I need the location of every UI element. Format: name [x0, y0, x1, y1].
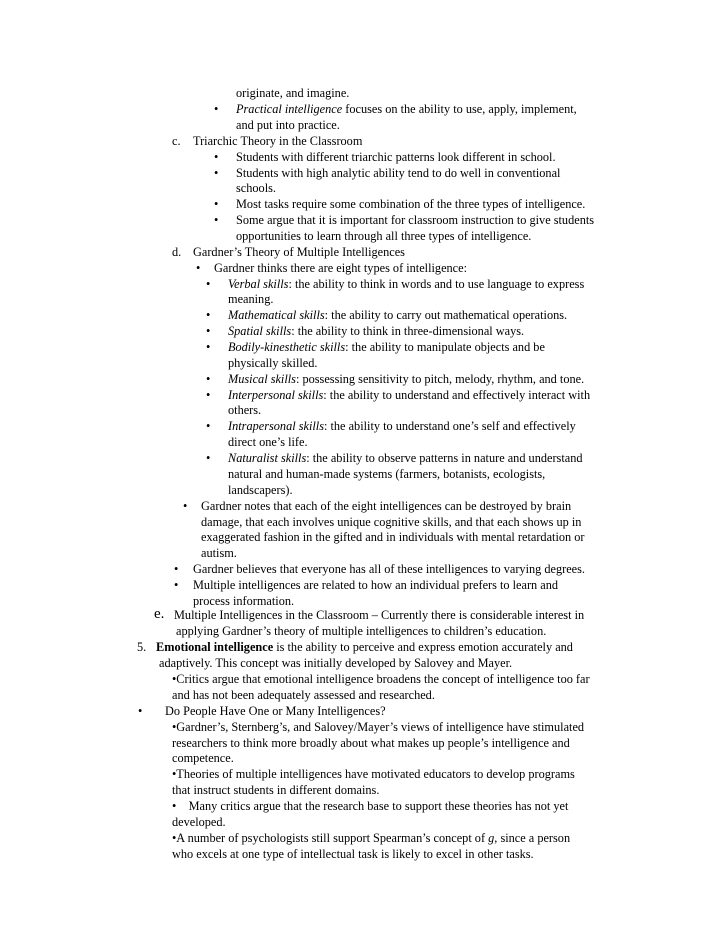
text-line: Gardner believes that everyone has all of these intelligences to varying degrees. [193, 562, 585, 576]
text-line [156, 640, 573, 656]
text-line [228, 308, 567, 324]
term-g: g [488, 831, 495, 845]
text-line: meaning. [228, 292, 274, 306]
text-line [228, 324, 524, 340]
text-span: : the ability to carry out mathematical operations. [324, 308, 568, 322]
text-line: schools. [236, 181, 276, 195]
text-line: Gardner notes that each of the eight intelligences can be destroyed by brain [201, 499, 572, 513]
term-practical: Practical intelligence [236, 102, 343, 116]
bullet-icon: • [214, 197, 219, 211]
text-line: who excels at one type of intellectual task is likely to excel in other tasks. [172, 847, 534, 861]
text-line [228, 388, 590, 404]
term-mathematical: Mathematical skills [228, 308, 325, 322]
text-line: Multiple Intelligences in the Classroom – Currently there is considerable interest in [174, 608, 585, 622]
bullet-icon: • [174, 562, 179, 576]
text-span: : the ability to think in words and to use language to express [288, 277, 585, 291]
text-span: •A number of psychologists still support Spearman’s concept of [172, 831, 489, 845]
term-interpersonal: Interpersonal skills [228, 388, 324, 402]
text-span: focuses on the ability to use, apply, implement, [342, 102, 577, 116]
text-line: Students with different triarchic patterns look different in school. [236, 150, 556, 164]
term-musical: Musical skills [228, 372, 296, 386]
text-line: process information. [193, 594, 295, 608]
text-line: Gardner thinks there are eight types of intelligence: [214, 261, 468, 275]
bullet-icon: • [183, 499, 188, 513]
text-line [172, 831, 570, 847]
text-line: others. [228, 403, 262, 417]
text-span: , since a person [494, 831, 571, 845]
section-d-title: Gardner’s Theory of Multiple Intelligences [193, 245, 405, 259]
text-line: •Gardner’s, Sternberg’s, and Salovey/Mayer’s views of intelligence have stimulated [172, 720, 585, 734]
bullet-icon: • [214, 102, 219, 116]
bullet-icon: • [206, 451, 211, 465]
section-c-marker: c. [172, 134, 181, 148]
section-c-title: Triarchic Theory in the Classroom [193, 134, 363, 148]
section-e-marker: e. [154, 606, 165, 622]
text-line: Multiple intelligences are related to how an individual prefers to learn and [193, 578, 559, 592]
text-line: researchers to think more broadly about what makes up people’s intelligence and [172, 736, 570, 750]
bullet-icon: • [214, 166, 219, 180]
text-span: : the ability to think in three-dimensional ways. [291, 324, 525, 338]
text-line: damage, that each involves unique cognitive skills, and that each shows up in [201, 515, 582, 529]
bullet-icon: • [206, 308, 211, 322]
text-span: : the ability to understand and effectively interact with [323, 388, 591, 402]
text-line: •Critics argue that emotional intelligence broadens the concept of intelligence too far [172, 672, 590, 686]
bullet-icon: • [214, 150, 219, 164]
bullet-icon: • [174, 578, 179, 592]
text-line: autism. [201, 546, 237, 560]
text-line: •Theories of multiple intelligences have motivated educators to develop programs [172, 767, 575, 781]
bullet-icon: • [206, 324, 211, 338]
term-spatial: Spatial skills [228, 324, 292, 338]
bullet-icon: • [206, 419, 211, 433]
text-line: competence. [172, 751, 234, 765]
term-naturalist: Naturalist skills [228, 451, 307, 465]
term-verbal: Verbal skills [228, 277, 289, 291]
text-line: opportunities to learn through all three types of intelligence. [236, 229, 532, 243]
text-line: exaggerated fashion in the gifted and in individuals with mental retardation or [201, 530, 585, 544]
bullet-icon: • [206, 277, 211, 291]
bullet-icon: • [138, 704, 143, 718]
text-line [228, 340, 545, 356]
bullet-icon: • [214, 213, 219, 227]
bullet-icon: • [206, 388, 211, 402]
bullet-icon: • [206, 372, 211, 386]
text-line: direct one’s life. [228, 435, 308, 449]
text-span: is the ability to perceive and express emotion accurately and [273, 640, 573, 654]
text-line [228, 372, 584, 388]
term-intrapersonal: Intrapersonal skills [228, 419, 324, 433]
text-line: Most tasks require some combination of the three types of intelligence. [236, 197, 586, 211]
text-line: and put into practice. [236, 118, 340, 132]
text-span: : the ability to understand one’s self and effectively [324, 419, 576, 433]
text-line: Some argue that it is important for classroom instruction to give students [236, 213, 595, 227]
text-line: physically skilled. [228, 356, 318, 370]
text-line: applying Gardner’s theory of multiple intelligences to children’s education. [176, 624, 547, 638]
text-line: Students with high analytic ability tend to do well in conventional [236, 166, 561, 180]
text-line [236, 102, 577, 118]
text-line: developed. [172, 815, 226, 829]
text-line: and has not been adequately assessed and researched. [172, 688, 435, 702]
text-line [228, 419, 576, 435]
text-line: landscapers). [228, 483, 293, 497]
text-span: : possessing sensitivity to pitch, melody, rhythm, and tone. [295, 372, 585, 386]
text-line: that instruct students in different domains. [172, 783, 380, 797]
text-line: adaptively. This concept was initially developed by Salovey and Mayer. [159, 656, 513, 670]
text-line: • Many critics argue that the research base to support these theories has not yet [172, 799, 569, 813]
text-span: : the ability to manipulate objects and be [345, 340, 545, 354]
text-line [228, 277, 584, 293]
term-bodily-kinesthetic: Bodily-kinesthetic skills [228, 340, 346, 354]
section-d-marker: d. [172, 245, 182, 259]
item-5-number: 5. [137, 640, 147, 654]
text-line [228, 451, 583, 467]
bullet-icon: • [206, 340, 211, 354]
text-line: originate, and imagine. [236, 86, 350, 100]
bullet-icon: • [196, 261, 201, 275]
text-line: natural and human-made systems (farmers, botanists, ecologists, [228, 467, 546, 481]
text-span: : the ability to observe patterns in nature and understand [306, 451, 583, 465]
section-title: Do People Have One or Many Intelligences? [165, 704, 386, 718]
term-emotional-intelligence: Emotional intelligence [156, 640, 274, 654]
